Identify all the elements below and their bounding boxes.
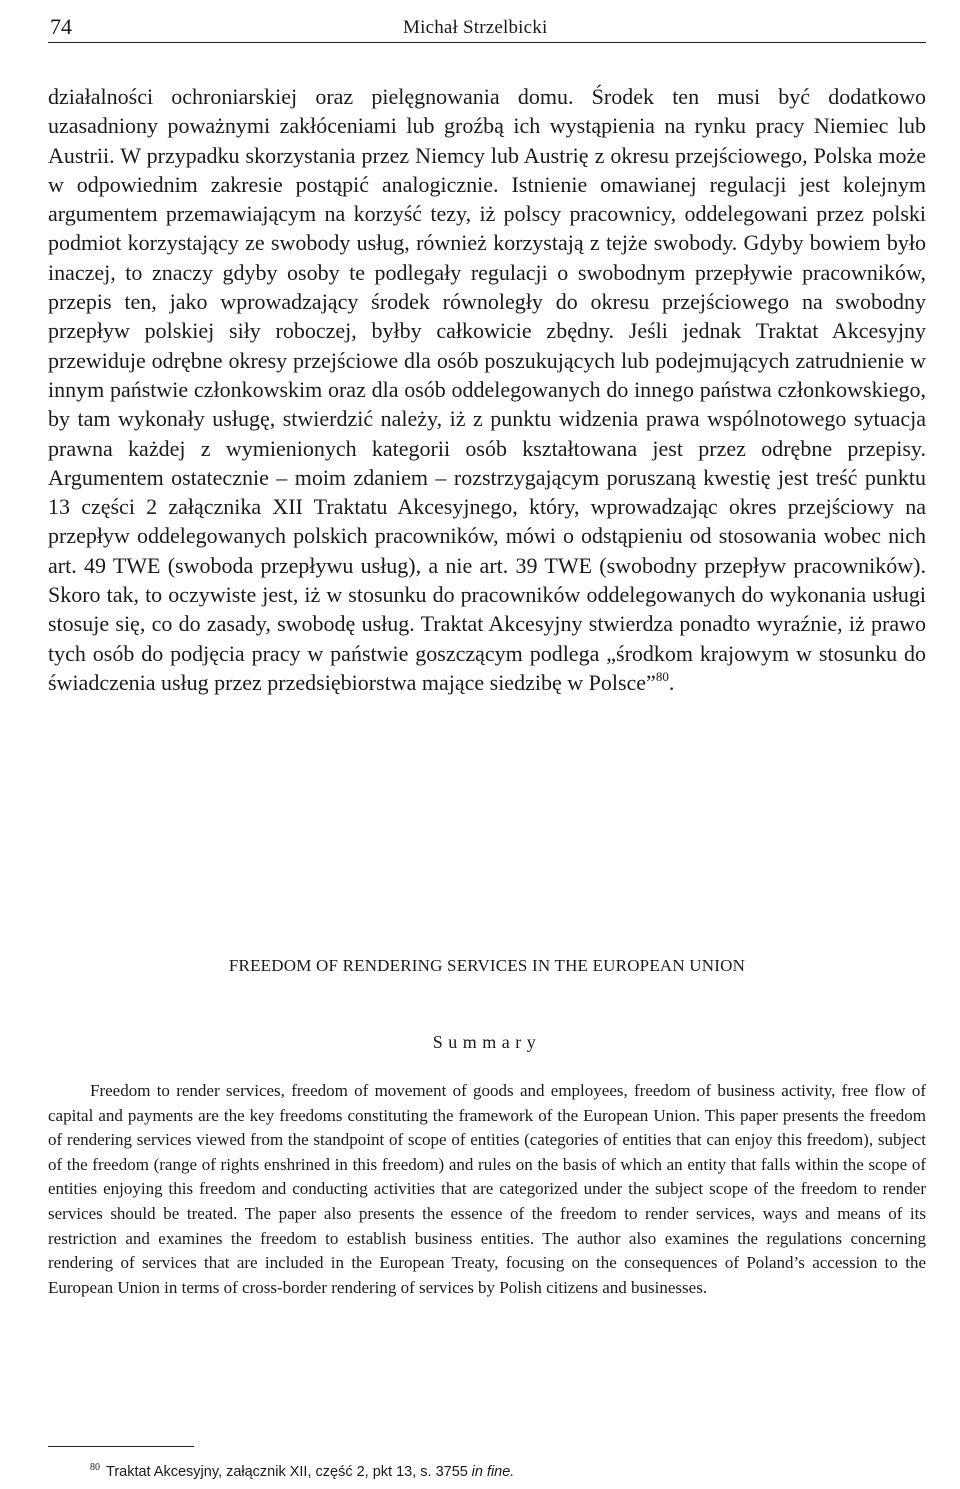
- summary-title: FREEDOM OF RENDERING SERVICES IN THE EUROPEAN UNION: [228, 956, 746, 975]
- body-paragraph: [48, 82, 926, 697]
- footnote-number: 80: [90, 1462, 100, 1473]
- footnote: [90, 1462, 910, 1481]
- body-paragraph-end: .: [668, 669, 675, 695]
- footnote-text: Traktat Akcesyjny, załącznik XII, część 2, pkt 13, s. 3755: [106, 1464, 468, 1480]
- footnote-italic: in fine.: [471, 1464, 515, 1480]
- page: [48, 0, 926, 1489]
- body-paragraph-text: działalności ochroniarskiej oraz pielęgnowania domu. Środek ten musi być dodatkowo uzasadniony poważnymi zakłóceniami lub groźbą ich wystąpienia na rynku pracy Niemiec lub Austrii. W przypadku skorzystania przez Niemcy lub Austrię z okresu przejściowego, Polska może w odpowiednim zakresie postąpić analogicznie. Istnienie omawianej regulacji jest kolejnym argumentem przemawiającym na korzyść tezy, iż polscy pracownicy, oddelegowani przez polski podmiot korzystający ze swobody usług, również korzystają z tejże swobody. Gdyby bowiem było inaczej, to znaczy gdyby osoby te podlegały regulacji o swobodnym przepływie pracowników, przepis ten, jako wprowadzający środek równoległy do okresu przejściowego na swobodny przepływ polskiej siły roboczej, byłby całkowicie zbędny. Jeśli jednak Traktat Akcesyjny przewiduje odrębne okresy przejściowe dla osób poszukujących lub podejmujących zatrudnienie w innym państwie członkowskim oraz dla osób oddelegowanych do innego państwa członkowskiego, by tam wykonały usługę, stwierdzić należy, iż z punktu widzenia prawa wspólnotowego sytuacja prawna każdej z wymienionych kategorii osób kształtowana jest przez odrębne przepisy. Argumentem ostatecznie – moim zdaniem – rozstrzygającym poruszaną kwestię jest treść punktu 13 części 2 załącznika XII Traktatu Akcesyjnego, który, wprowadzając okres przejściowy na przepływ oddelegowanych polskich pracowników, mówi o odstąpieniu od stosowania wobec nich art. 49 TWE (swoboda przepływu usług), a nie art. 39 TWE (swobodny przepływ pracowników). Skoro tak, to oczywiste jest, iż w stosunku do pracowników oddelegowanych do wykonania usługi stosuje się, co do zasady, swobodę usług. Traktat Akcesyjny stwierdza ponadto wyraźnie, iż prawo tych osób do podjęcia pracy w państwie goszczącym podlega „środkom krajowym w stosunku do świadczenia usług przez przedsiębiorstwa mające siedzibę w Polsce”: [48, 84, 926, 695]
- summary-abstract: Freedom to render services, freedom of movement of goods and employees, freedom of business activity, free flow of capital and payments are the key freedoms constituting the framework of the European Union. This paper presents the freedom of rendering services viewed from the standpoint of scope of entities (categories of entities that can enjoy this freedom), subject of the freedom (range of rights enshrined in this freedom) and rules on the basis of which an entity that falls within the scope of entities enjoying this freedom and conducting activities that are categorized under the subject scope of the freedom to render services should be treated. The paper also presents the essence of the freedom to render services, ways and means of its restriction and examines the freedom to establish business entities. The author also examines the regulations concerning rendering of services that are included in the European Treaty, focusing on the consequences of Poland’s accession to the European Union in terms of cross-border rendering of services by Polish citizens and businesses.: [48, 1081, 926, 1297]
- summary-heading: Summary: [432, 1032, 542, 1052]
- running-author: Michał Strzelbicki: [403, 17, 548, 38]
- footnote-divider: [48, 1446, 194, 1447]
- running-head: [48, 12, 926, 43]
- footnote-reference[interactable]: 80: [655, 668, 669, 684]
- page-number: 74: [50, 14, 72, 39]
